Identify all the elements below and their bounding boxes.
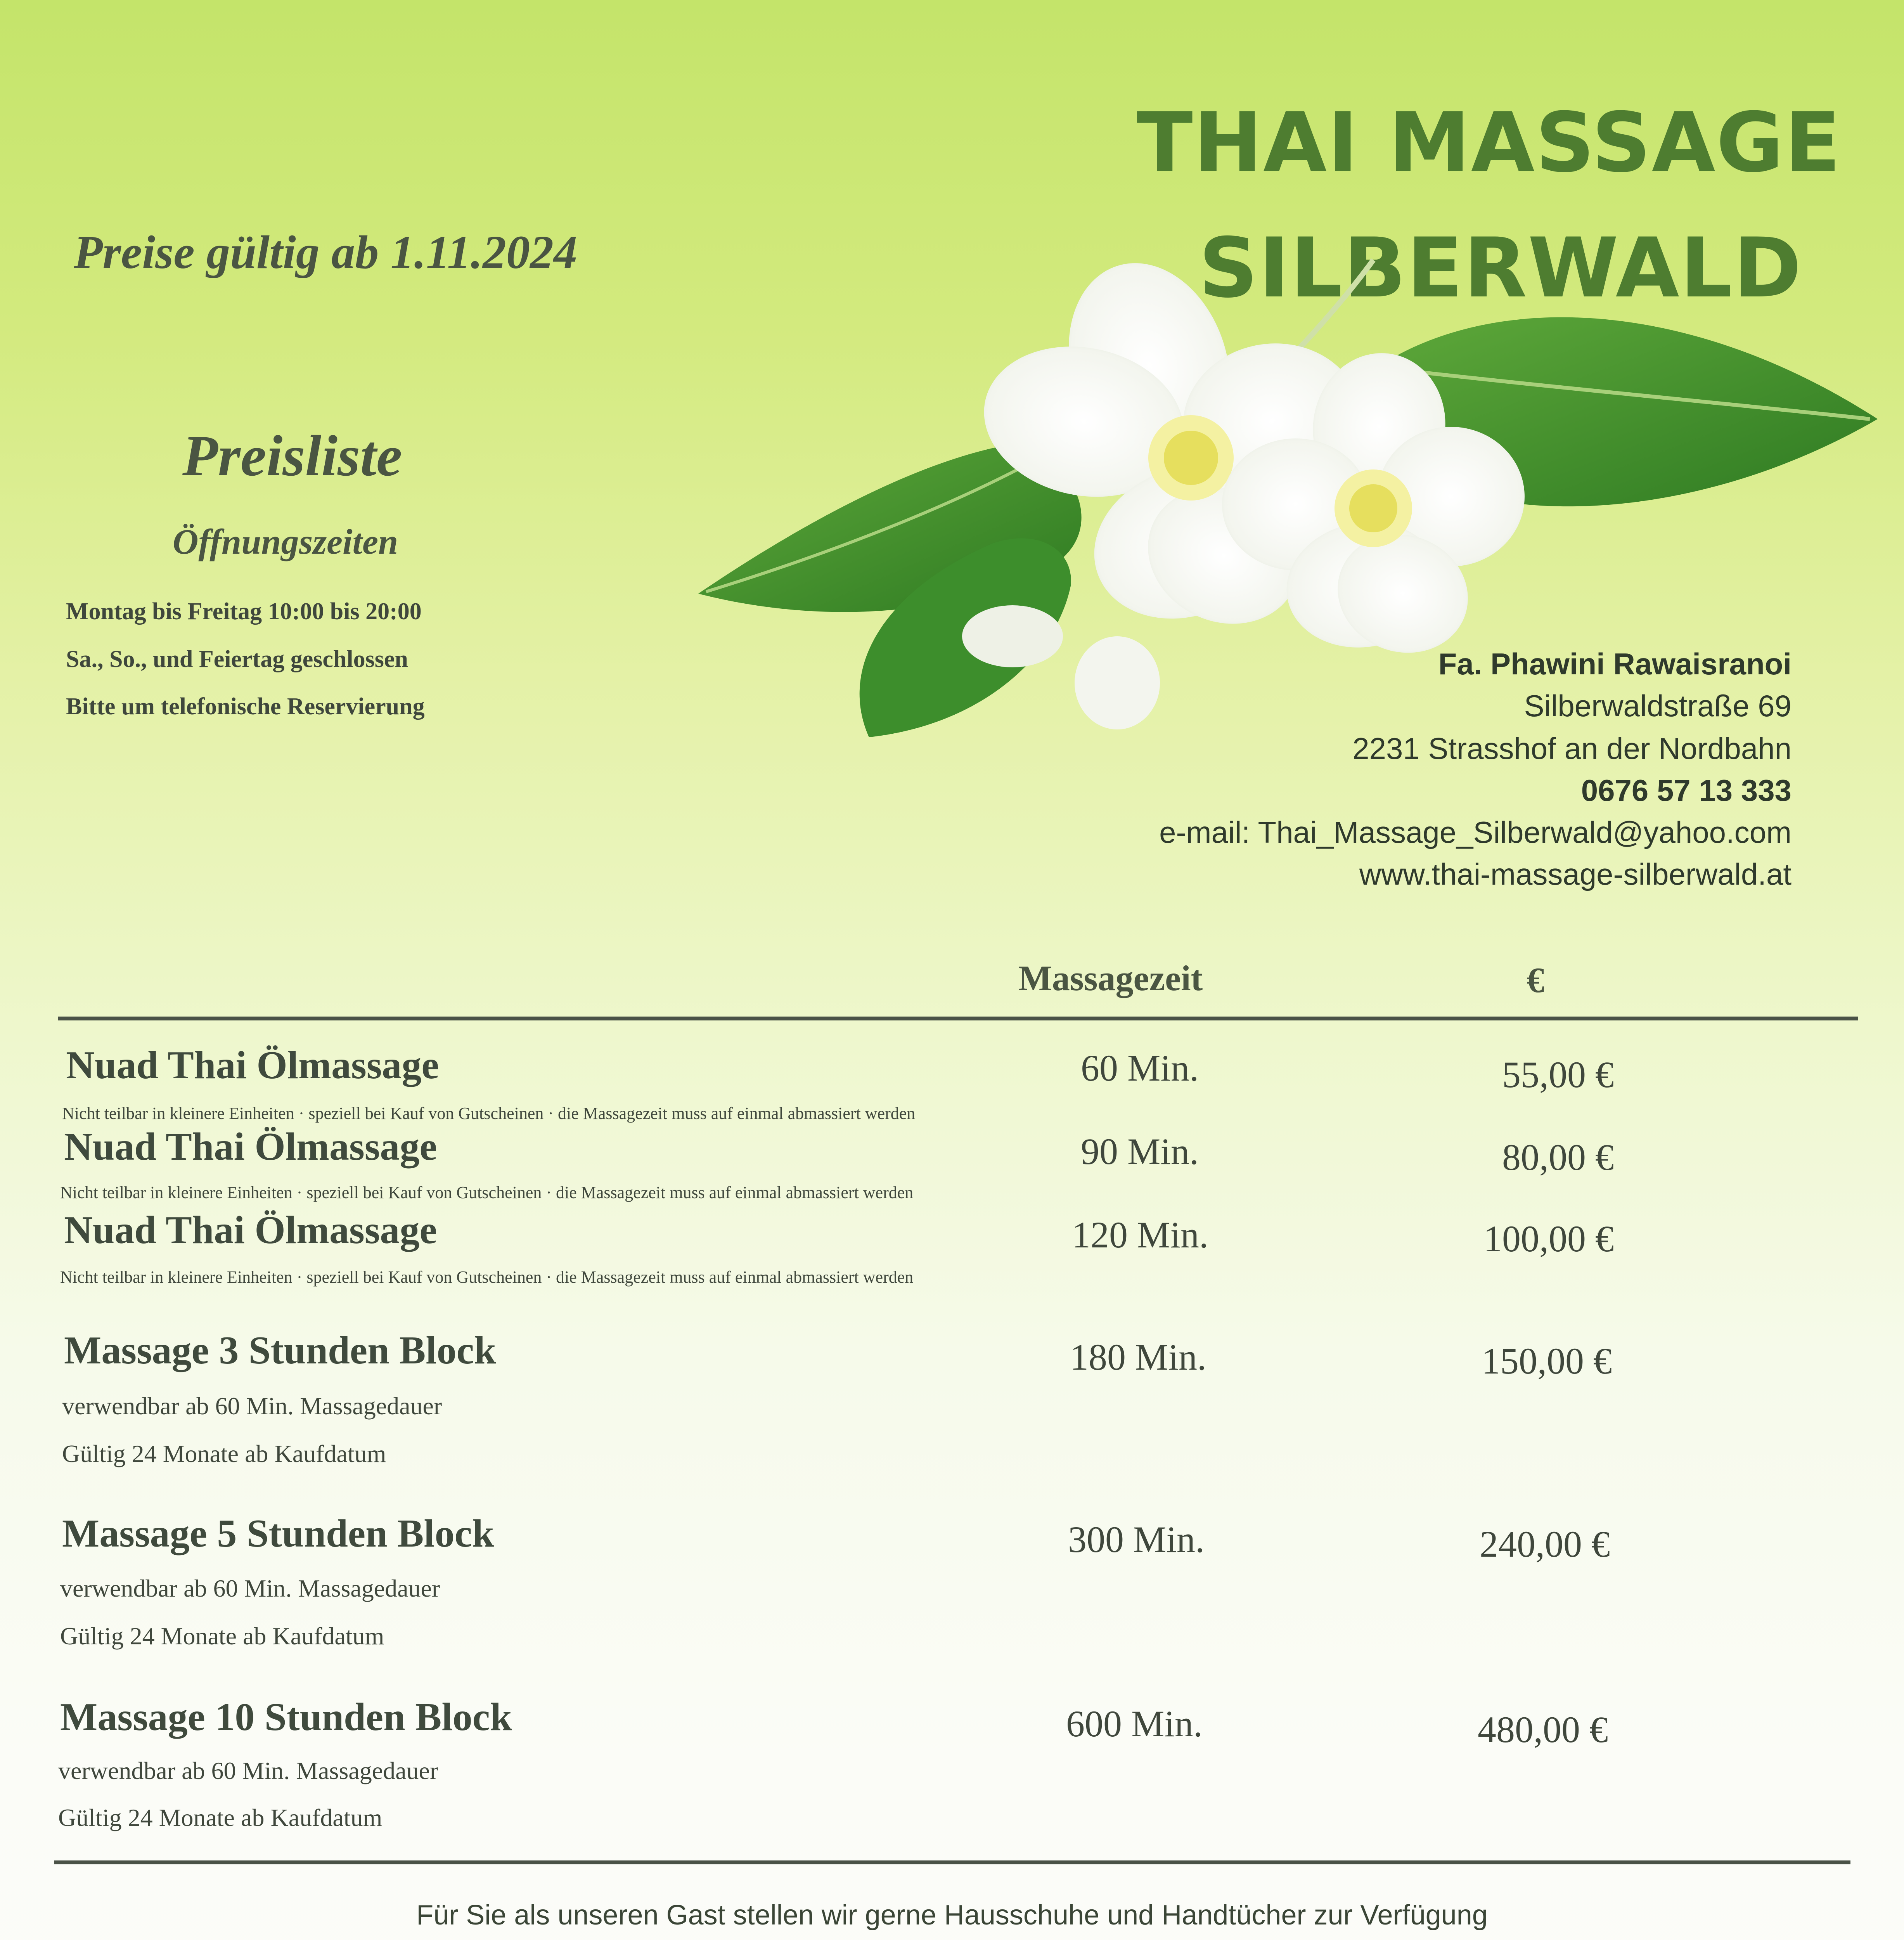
- brand-title-line1: THAI MASSAGE: [1137, 95, 1842, 191]
- service-note: Nicht teilbar in kleinere Einheiten · speziell bei Kauf von Gutscheinen · die Massagezeit muss auf einmal abmassiert werden: [60, 1268, 914, 1287]
- contact-company: Fa. Phawini Rawaisranoi: [1438, 647, 1791, 681]
- service-price: 240,00 €: [1480, 1523, 1610, 1565]
- opening-hours-weekend: Sa., So., und Feiertag geschlossen: [66, 646, 408, 672]
- service-price: 100,00 €: [1483, 1218, 1614, 1259]
- service-duration: 90 Min.: [1080, 1131, 1199, 1172]
- service-duration: 120 Min.: [1071, 1214, 1208, 1256]
- brand-title-line2: SILBERWALD: [1199, 220, 1802, 316]
- service-duration: 60 Min.: [1080, 1047, 1199, 1089]
- service-price: 480,00 €: [1478, 1709, 1608, 1750]
- service-name: Nuad Thai Ölmassage: [66, 1043, 439, 1087]
- column-header-time: Massagezeit: [1018, 958, 1203, 998]
- service-usage-note: verwendbar ab 60 Min. Massagedauer: [60, 1575, 440, 1602]
- service-validity-note: Gültig 24 Monate ab Kaufdatum: [58, 1804, 383, 1831]
- service-name: Massage 10 Stunden Block: [60, 1695, 512, 1739]
- service-duration: 300 Min.: [1068, 1519, 1205, 1560]
- service-price: 150,00 €: [1482, 1340, 1612, 1382]
- contact-city: 2231 Strasshof an der Nordbahn: [1352, 731, 1791, 766]
- contact-website: www.thai-massage-silberwald.at: [1359, 857, 1791, 891]
- contact-street: Silberwaldstraße 69: [1524, 689, 1791, 723]
- info-amenities: Für Sie als unseren Gast stellen wir gerne Hausschuhe und Handtücher zur Verfügung: [416, 1900, 1488, 1931]
- service-usage-note: verwendbar ab 60 Min. Massagedauer: [58, 1757, 438, 1784]
- service-validity-note: Gültig 24 Monate ab Kaufdatum: [60, 1622, 384, 1650]
- service-name: Nuad Thai Ölmassage: [64, 1125, 437, 1169]
- service-duration: 600 Min.: [1066, 1703, 1203, 1744]
- table-bottom-rule: [54, 1860, 1850, 1864]
- table-top-rule: [58, 1017, 1858, 1020]
- service-name: Massage 5 Stunden Block: [62, 1512, 494, 1555]
- service-price: 55,00 €: [1502, 1054, 1614, 1095]
- page-title: Preisliste: [182, 424, 402, 488]
- service-validity-note: Gültig 24 Monate ab Kaufdatum: [62, 1440, 386, 1467]
- service-name: Nuad Thai Ölmassage: [64, 1208, 437, 1252]
- service-usage-note: verwendbar ab 60 Min. Massagedauer: [62, 1392, 442, 1420]
- contact-email: e-mail: Thai_Massage_Silberwald@yahoo.com: [1159, 815, 1791, 849]
- column-header-price: €: [1527, 960, 1544, 1000]
- service-name: Massage 3 Stunden Block: [64, 1329, 496, 1372]
- service-note: Nicht teilbar in kleinere Einheiten · speziell bei Kauf von Gutscheinen · die Massagezeit muss auf einmal abmassiert werden: [60, 1183, 914, 1202]
- opening-hours-weekdays: Montag bis Freitag 10:00 bis 20:00: [66, 598, 422, 625]
- opening-hours-title: Öffnungszeiten: [173, 522, 398, 561]
- reservation-note: Bitte um telefonische Reservierung: [66, 693, 425, 720]
- service-note: Nicht teilbar in kleinere Einheiten · speziell bei Kauf von Gutscheinen · die Massagezeit muss auf einmal abmassiert werden: [62, 1104, 916, 1123]
- price-validity: Preise gültig ab 1.11.2024: [74, 226, 577, 279]
- contact-phone: 0676 57 13 333: [1581, 773, 1791, 807]
- service-duration: 180 Min.: [1070, 1336, 1206, 1378]
- service-price: 80,00 €: [1502, 1136, 1614, 1178]
